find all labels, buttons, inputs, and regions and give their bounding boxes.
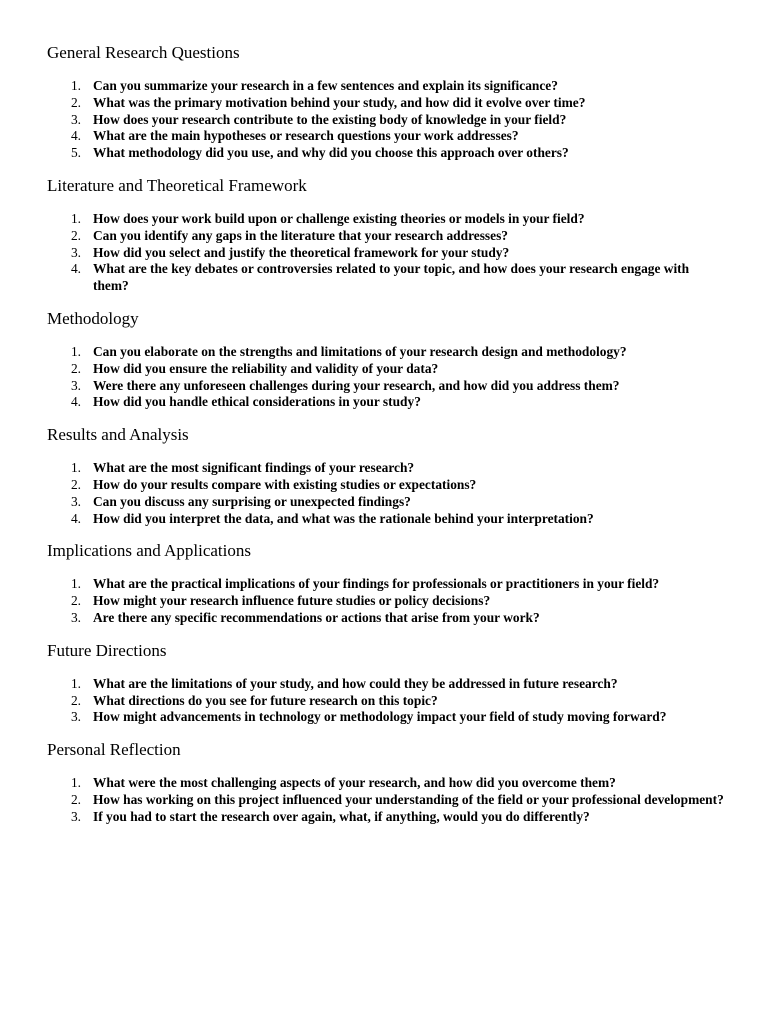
list-item [47, 95, 728, 112]
list-item [47, 112, 728, 129]
question-text: Can you discuss any surprising or unexpected findings? [93, 493, 411, 509]
question-text: If you had to start the research over again, what, if anything, would you do differently? [93, 808, 590, 824]
list-number: 1. [70, 343, 81, 359]
list-number: 3. [70, 493, 81, 509]
list-number: 3. [70, 709, 81, 725]
list-number: 5. [70, 145, 81, 161]
list-number: 1. [70, 775, 81, 791]
list-number: 2. [70, 791, 81, 807]
section-title: Personal Reflection [47, 740, 181, 760]
list-item [47, 610, 728, 627]
list-number: 1. [70, 576, 81, 592]
section-methodology [47, 308, 728, 411]
list-item [47, 394, 728, 411]
list-item [47, 228, 728, 245]
question-list [47, 676, 728, 726]
question-text: What directions do you see for future research on this topic? [93, 692, 438, 708]
list-item [47, 576, 728, 593]
question-list [47, 211, 728, 295]
list-number: 3. [70, 244, 81, 260]
question-text: How did you select and justify the theoretical framework for your study? [93, 244, 510, 260]
list-number: 2. [70, 593, 81, 609]
list-item [47, 128, 728, 145]
list-number: 4. [70, 510, 81, 526]
question-list [47, 775, 728, 825]
list-item [47, 775, 728, 792]
question-text: What are the key debates or controversies related to your topic, and how does your research engage with them? [93, 261, 690, 294]
question-list [47, 78, 728, 162]
list-number: 2. [70, 476, 81, 492]
list-item [47, 809, 728, 826]
list-item [47, 593, 728, 610]
list-number: 3. [70, 111, 81, 127]
question-text: What are the most significant findings of your research? [93, 460, 415, 476]
question-list [47, 460, 728, 527]
question-text: What are the limitations of your study, and how could they be addressed in future research? [93, 675, 618, 691]
list-item [47, 676, 728, 693]
question-text: Can you summarize your research in a few sentences and explain its significance? [93, 78, 558, 93]
list-item [47, 211, 728, 228]
section-title: General Research Questions [47, 43, 240, 62]
section-title: Methodology [47, 308, 139, 328]
question-text: How might your research influence future studies or policy decisions? [93, 593, 491, 609]
list-item [47, 511, 728, 528]
list-item [47, 145, 728, 162]
question-text: What are the practical implications of your findings for professionals or practitioners in your field? [93, 576, 660, 592]
list-number: 1. [70, 210, 81, 226]
question-text: How did you handle ethical considerations in your study? [93, 394, 421, 410]
section-title: Literature and Theoretical Framework [47, 175, 307, 195]
section-title: Implications and Applications [47, 541, 251, 561]
question-text: How do your results compare with existing studies or expectations? [93, 476, 477, 492]
question-text: What methodology did you use, and why did you choose this approach over others? [93, 145, 569, 161]
list-item [47, 245, 728, 262]
list-number: 1. [70, 675, 81, 691]
list-item [47, 494, 728, 511]
list-number: 1. [70, 78, 81, 93]
list-number: 2. [70, 692, 81, 708]
section-title: Results and Analysis [47, 425, 189, 445]
section-results-analysis [47, 424, 728, 527]
question-text: Can you identify any gaps in the literature that your research addresses? [93, 227, 508, 243]
question-text: How did you ensure the reliability and validity of your data? [93, 360, 439, 376]
section-title: Future Directions [47, 640, 167, 660]
section-literature-theoretical-framework [47, 175, 728, 295]
list-number: 2. [70, 94, 81, 110]
list-number: 1. [70, 460, 81, 476]
question-text: Are there any specific recommendations or actions that arise from your work? [93, 609, 540, 625]
question-text: Were there any unforeseen challenges during your research, and how did you address them? [93, 377, 620, 393]
question-text: Can you elaborate on the strengths and limitations of your research design and methodology? [93, 343, 627, 359]
section-general-research-questions [47, 42, 728, 162]
list-item [47, 344, 728, 361]
question-text: How does your work build upon or challenge existing theories or models in your field? [93, 210, 585, 226]
list-number: 3. [70, 377, 81, 393]
list-item [47, 693, 728, 710]
list-item [47, 477, 728, 494]
question-list [47, 576, 728, 626]
question-text: What were the most challenging aspects of your research, and how did you overcome them? [93, 775, 616, 791]
list-item [47, 261, 728, 295]
section-implications-applications [47, 540, 728, 626]
list-item [47, 378, 728, 395]
list-item [47, 460, 728, 477]
question-text: How did you interpret the data, and what was the rationale behind your interpretation? [93, 510, 594, 526]
list-number: 3. [70, 609, 81, 625]
list-number: 4. [70, 394, 81, 410]
section-personal-reflection [47, 739, 728, 825]
list-number: 4. [70, 128, 81, 144]
list-number: 4. [70, 261, 81, 277]
question-list [47, 344, 728, 411]
list-number: 3. [70, 808, 81, 824]
question-text: What are the main hypotheses or research questions your work addresses? [93, 128, 519, 144]
list-number: 2. [70, 360, 81, 376]
question-text: How does your research contribute to the existing body of knowledge in your field? [93, 111, 567, 127]
list-item [47, 361, 728, 378]
section-future-directions [47, 640, 728, 726]
list-number: 2. [70, 227, 81, 243]
list-item [47, 709, 728, 726]
list-item [47, 78, 728, 95]
question-text: What was the primary motivation behind your study, and how did it evolve over time? [93, 94, 586, 110]
question-text: How has working on this project influenced your understanding of the field or your professional development? [93, 791, 724, 807]
list-item [47, 792, 728, 809]
question-text: How might advancements in technology or methodology impact your field of study moving forward? [93, 709, 667, 725]
